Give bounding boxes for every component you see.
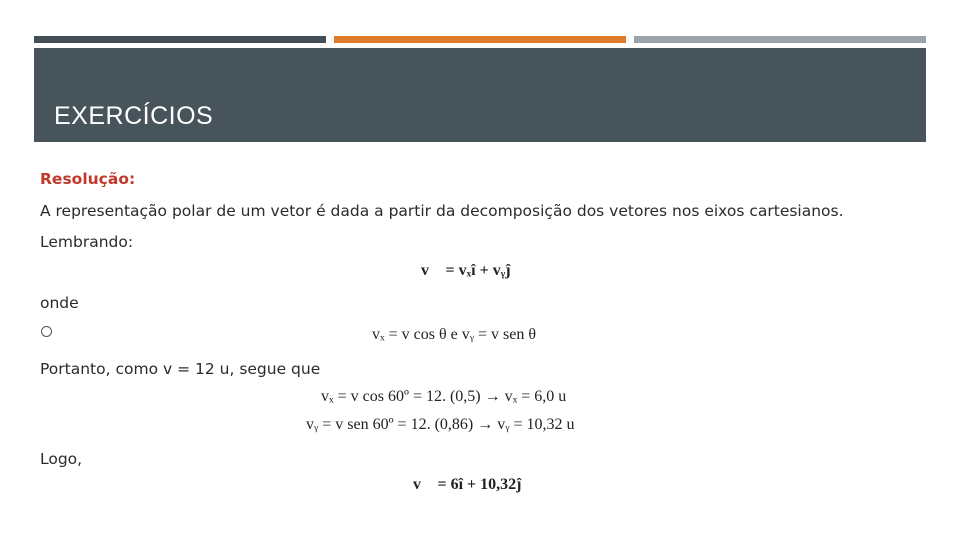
bullet-circle-icon: [41, 326, 52, 337]
calc-y-formula: vᵧ = v sen 60º = 12. (0,86) → vᵧ = 10,32 u: [306, 416, 575, 433]
resolution-heading: Resolução:: [40, 170, 136, 188]
vector-formula: v⃗ = vₓî + vᵧĵ: [421, 262, 511, 279]
slide-title: EXERCÍCIOS: [54, 102, 214, 130]
where-text: onde: [40, 294, 79, 312]
therefore-text: Portanto, como v = 12 u, segue que: [40, 360, 321, 378]
intro-text: A representação polar de um vetor é dada a partir da decomposição dos vetores nos eixos cartesianos.: [40, 202, 844, 220]
calc-x-formula: vₓ = v cos 60º = 12. (0,5) → vₓ = 6,0 u: [321, 388, 567, 405]
result-formula: v⃗ = 6î + 10,32ĵ: [413, 476, 522, 493]
reminder-text: Lembrando:: [40, 233, 134, 251]
components-formula: vₓ = v cos θ e vᵧ = v sen θ: [372, 326, 537, 343]
logo-text: Logo,: [40, 450, 83, 468]
